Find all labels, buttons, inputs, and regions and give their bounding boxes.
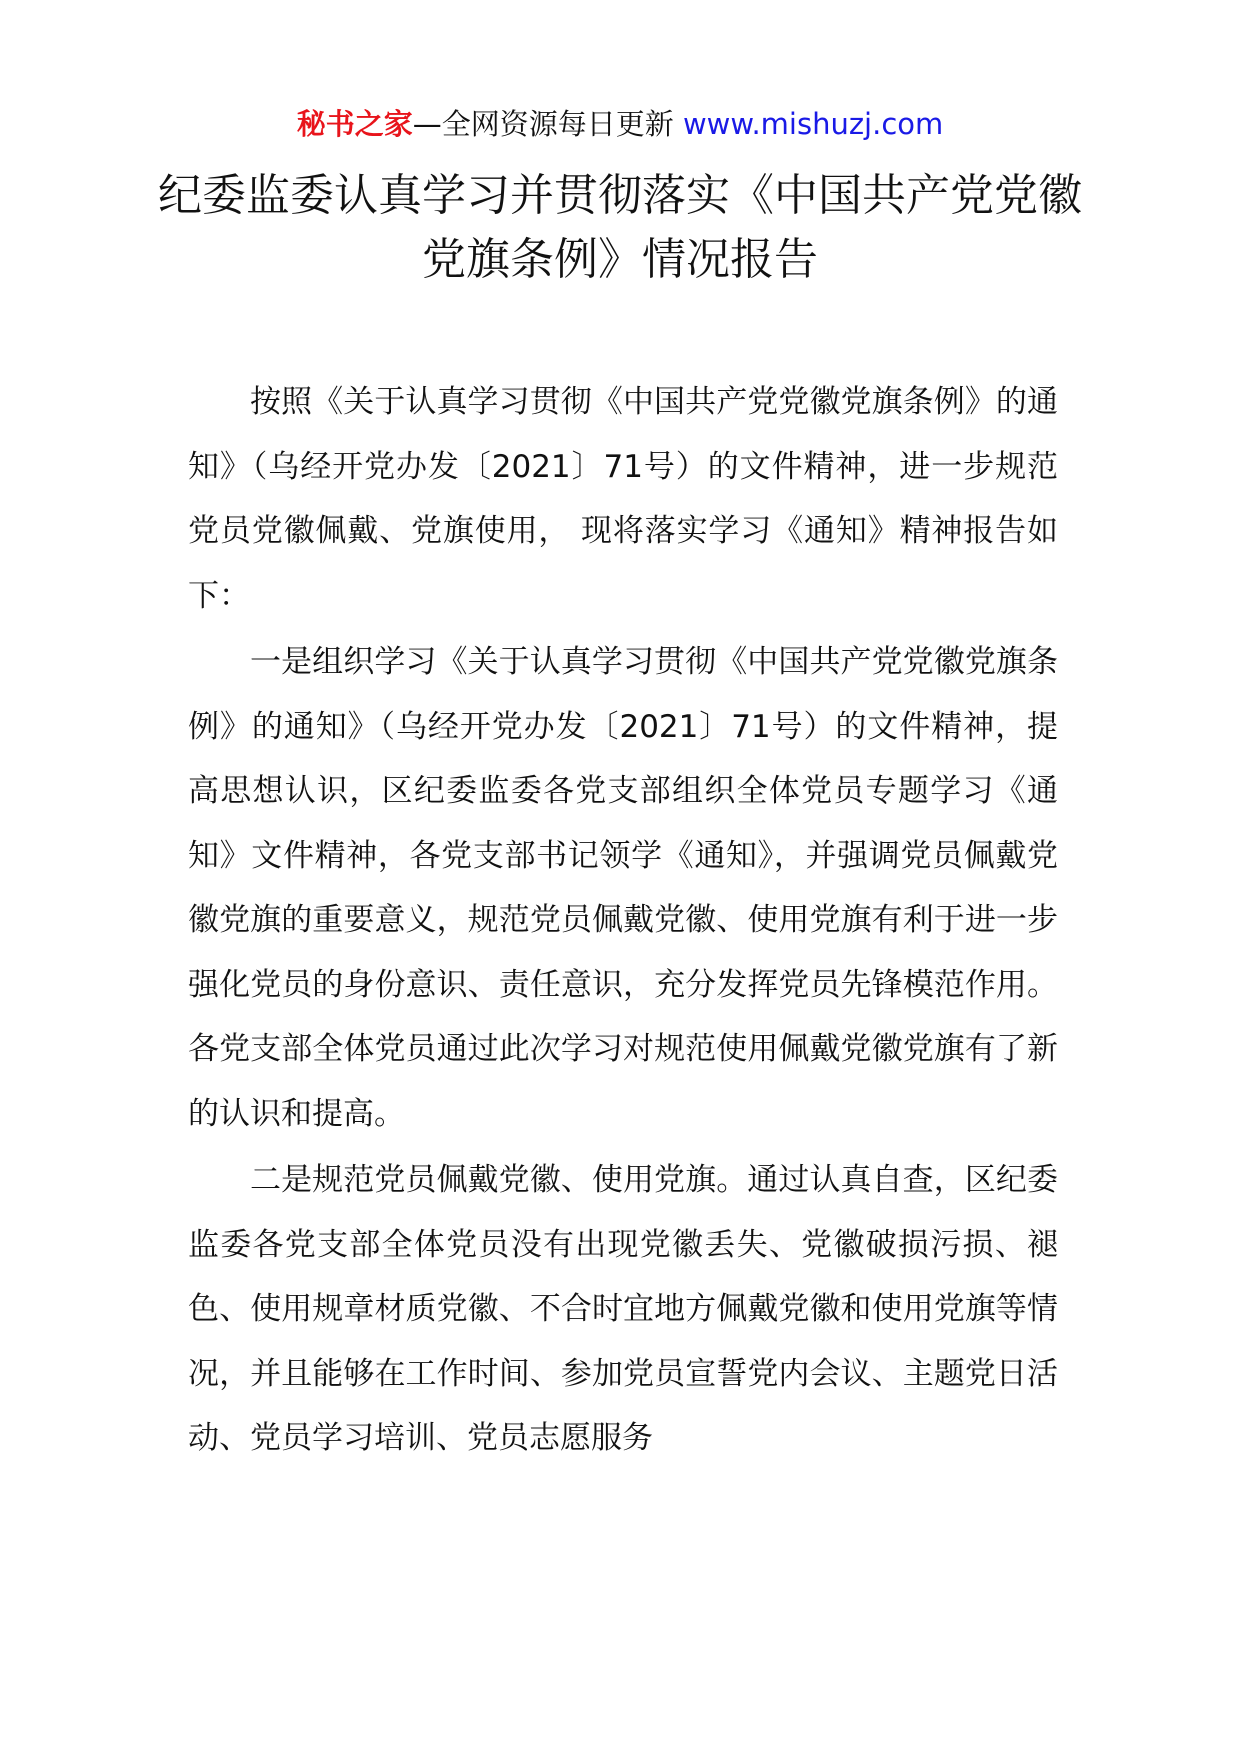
paragraph-intro: 按照《关于认真学习贯彻《中国共产党党徽党旗条例》的通知》（乌经开党办发〔2021〕71号）的文件精神，进一步规范党员党徽佩戴、党旗使用， 现将落实学习《通知》精神报告如下： <box>188 384 1058 614</box>
site-url-link[interactable]: www.mishuzj.com <box>682 107 944 141</box>
document-title: 纪委监委认真学习并贯彻落实《中国共产党党徽党旗条例》情况报告 <box>158 170 1082 285</box>
paragraph-point-two: 二是规范党员佩戴党徽、使用党旗。通过认真自查，区纪委监委各党支部全体党员没有出现党徽丢失、党徽破损污损、褪色、使用规章材质党徽、不合时宜地方佩戴党徽和使用党旗等情况，并且能够在工作时间、参加党员宣誓党内会议、主题党日活动、党员学习培训、党员志愿服务 <box>188 1162 1058 1456</box>
paragraph-point-one: 一是组织学习《关于认真学习贯彻《中国共产党党徽党旗条例》的通知》（乌经开党办发〔2021〕71号）的文件精神，提高思想认识，区纪委监委各党支部组织全体党员专题学习《通知》文件精神，各党支部书记领学《通知》，并强调党员佩戴党徽党旗的重要意义，规范党员佩戴党徽、使用党旗有利于进一步强化党员的身份意识、责任意识，充分发挥党员先锋模范作用。各党支部全体党员通过此次学习对规范使用佩戴党徽党旗有了新的认识和提高。 <box>188 644 1058 1132</box>
header-tagline: —全网资源每日更新 <box>412 107 674 141</box>
brand-name: 秘书之家 <box>296 107 413 141</box>
document-body <box>188 370 1058 1473</box>
site-header <box>0 98 1240 150</box>
